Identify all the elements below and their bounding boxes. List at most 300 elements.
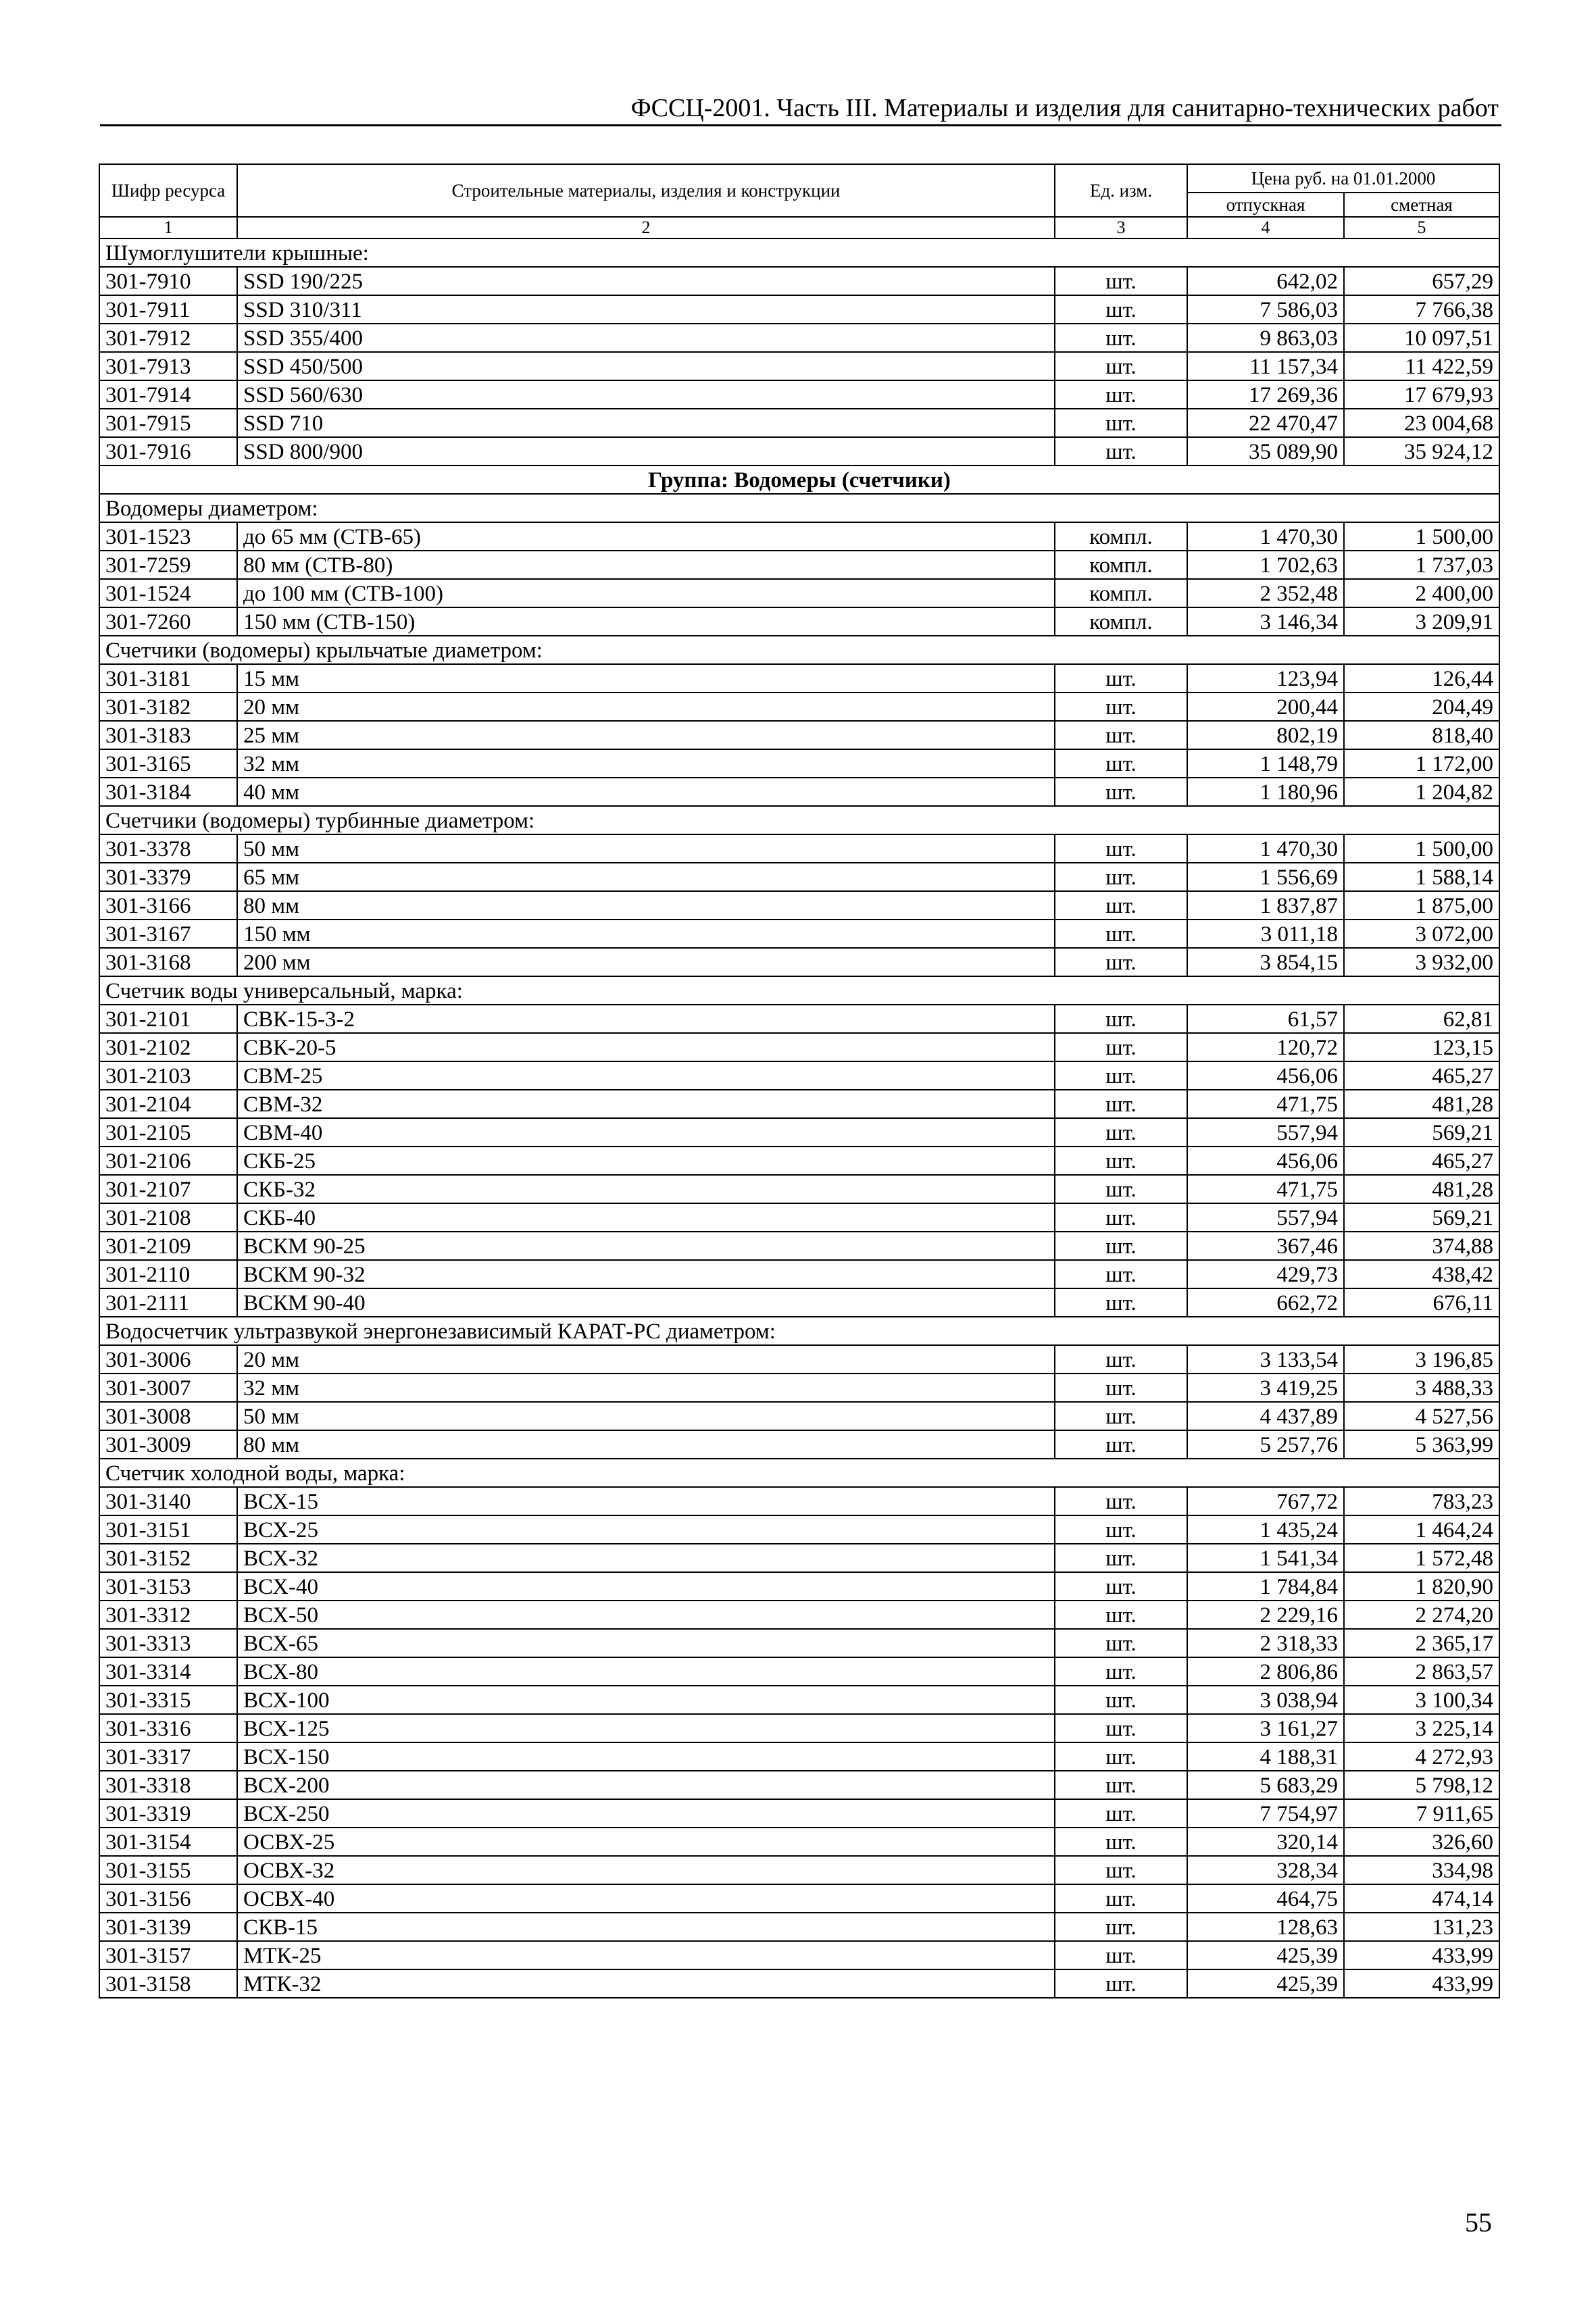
unit-of-measure: шт.	[1055, 1714, 1187, 1742]
estimate-price: 676,11	[1344, 1288, 1499, 1317]
estimate-price: 62,81	[1344, 1005, 1499, 1033]
material-name: 200 мм	[237, 948, 1055, 976]
estimate-price: 465,27	[1344, 1147, 1499, 1175]
release-price: 123,94	[1187, 664, 1344, 693]
resource-code: 301-2102	[99, 1033, 237, 1061]
table-row	[99, 1629, 1499, 1657]
material-name: 25 мм	[237, 721, 1055, 749]
material-name: 20 мм	[237, 693, 1055, 721]
release-price: 3 133,54	[1187, 1345, 1344, 1374]
resource-code: 301-3314	[99, 1657, 237, 1686]
unit-of-measure: компл.	[1055, 579, 1187, 607]
material-name: ВСХ-125	[237, 1714, 1055, 1742]
resource-code: 301-2104	[99, 1090, 237, 1118]
resource-code: 301-3181	[99, 664, 237, 693]
release-price: 2 806,86	[1187, 1657, 1344, 1686]
estimate-price: 3 196,85	[1344, 1345, 1499, 1374]
table-row	[99, 1260, 1499, 1288]
unit-of-measure: шт.	[1055, 1147, 1187, 1175]
estimate-price: 1 588,14	[1344, 863, 1499, 891]
release-price: 557,94	[1187, 1118, 1344, 1147]
unit-of-measure: шт.	[1055, 1856, 1187, 1884]
resource-code: 301-3156	[99, 1884, 237, 1913]
header-name: Строительные материалы, изделия и конструкции	[237, 164, 1055, 217]
unit-of-measure: шт.	[1055, 1374, 1187, 1402]
release-price: 200,44	[1187, 693, 1344, 721]
release-price: 17 269,36	[1187, 380, 1344, 409]
subsection-row	[99, 1459, 1499, 1487]
release-price: 5 257,76	[1187, 1430, 1344, 1459]
price-table	[99, 164, 1500, 1998]
table-row	[99, 1742, 1499, 1771]
material-name: 50 мм	[237, 834, 1055, 863]
release-price: 120,72	[1187, 1033, 1344, 1061]
resource-code: 301-2110	[99, 1260, 237, 1288]
material-name: до 65 мм (СТВ-65)	[237, 522, 1055, 551]
resource-code: 301-3317	[99, 1742, 237, 1771]
table-row	[99, 267, 1499, 295]
material-name: ВСХ-100	[237, 1686, 1055, 1714]
table-row	[99, 1714, 1499, 1742]
release-price: 35 089,90	[1187, 437, 1344, 466]
unit-of-measure: шт.	[1055, 1969, 1187, 1998]
release-price: 471,75	[1187, 1175, 1344, 1203]
resource-code: 301-3007	[99, 1374, 237, 1402]
material-name: SSD 450/500	[237, 352, 1055, 380]
header-col-number: 5	[1344, 217, 1499, 238]
release-price: 2 352,48	[1187, 579, 1344, 607]
subsection-title: Шумоглушители крышные:	[99, 238, 1499, 267]
resource-code: 301-7914	[99, 380, 237, 409]
unit-of-measure: шт.	[1055, 437, 1187, 466]
resource-code: 301-2106	[99, 1147, 237, 1175]
unit-of-measure: шт.	[1055, 1033, 1187, 1061]
header-col-number: 2	[237, 217, 1055, 238]
resource-code: 301-3379	[99, 863, 237, 891]
estimate-price: 569,21	[1344, 1203, 1499, 1232]
unit-of-measure: шт.	[1055, 1203, 1187, 1232]
header-price: Цена руб. на 01.01.2000	[1187, 164, 1499, 193]
estimate-price: 433,99	[1344, 1941, 1499, 1969]
release-price: 3 011,18	[1187, 920, 1344, 948]
resource-code: 301-3316	[99, 1714, 237, 1742]
table-row	[99, 324, 1499, 352]
table-row	[99, 1657, 1499, 1686]
group-row	[99, 466, 1499, 494]
subsection-row	[99, 806, 1499, 834]
table-row	[99, 1374, 1499, 1402]
resource-code: 301-1524	[99, 579, 237, 607]
table-body	[99, 238, 1499, 1998]
resource-code: 301-3140	[99, 1487, 237, 1515]
unit-of-measure: шт.	[1055, 1828, 1187, 1856]
material-name: 32 мм	[237, 1374, 1055, 1402]
resource-code: 301-7911	[99, 295, 237, 324]
estimate-price: 7 766,38	[1344, 295, 1499, 324]
resource-code: 301-7260	[99, 607, 237, 636]
table-row	[99, 1061, 1499, 1090]
release-price: 3 038,94	[1187, 1686, 1344, 1714]
table-row	[99, 1487, 1499, 1515]
unit-of-measure: шт.	[1055, 749, 1187, 778]
table-row	[99, 1175, 1499, 1203]
table-row	[99, 1941, 1499, 1969]
material-name: 80 мм (СТВ-80)	[237, 551, 1055, 579]
resource-code: 301-3006	[99, 1345, 237, 1374]
release-price: 425,39	[1187, 1941, 1344, 1969]
release-price: 1 541,34	[1187, 1544, 1344, 1572]
estimate-price: 7 911,65	[1344, 1799, 1499, 1828]
header-title: ФССЦ-2001. Часть III. Материалы и изделия для санитарно-технических работ	[630, 94, 1499, 122]
table-row	[99, 1884, 1499, 1913]
material-name: ВСХ-250	[237, 1799, 1055, 1828]
release-price: 61,57	[1187, 1005, 1344, 1033]
table-row	[99, 607, 1499, 636]
unit-of-measure: шт.	[1055, 693, 1187, 721]
material-name: SSD 560/630	[237, 380, 1055, 409]
unit-of-measure: шт.	[1055, 1657, 1187, 1686]
resource-code: 301-3167	[99, 920, 237, 948]
estimate-price: 2 400,00	[1344, 579, 1499, 607]
header-estimate: сметная	[1344, 193, 1499, 217]
table-row	[99, 920, 1499, 948]
material-name: ВСКМ 90-32	[237, 1260, 1055, 1288]
estimate-price: 783,23	[1344, 1487, 1499, 1515]
unit-of-measure: шт.	[1055, 1288, 1187, 1317]
unit-of-measure: шт.	[1055, 295, 1187, 324]
material-name: 32 мм	[237, 749, 1055, 778]
resource-code: 301-3313	[99, 1629, 237, 1657]
release-price: 557,94	[1187, 1203, 1344, 1232]
resource-code: 301-3168	[99, 948, 237, 976]
table-row	[99, 1799, 1499, 1828]
table-row	[99, 1345, 1499, 1374]
estimate-price: 818,40	[1344, 721, 1499, 749]
table-row	[99, 1771, 1499, 1799]
header-unit: Ед. изм.	[1055, 164, 1187, 217]
resource-code: 301-3319	[99, 1799, 237, 1828]
release-price: 328,34	[1187, 1856, 1344, 1884]
unit-of-measure: шт.	[1055, 380, 1187, 409]
resource-code: 301-2109	[99, 1232, 237, 1260]
unit-of-measure: шт.	[1055, 1913, 1187, 1941]
release-price: 1 180,96	[1187, 778, 1344, 806]
estimate-price: 374,88	[1344, 1232, 1499, 1260]
material-name: ОСВХ-25	[237, 1828, 1055, 1856]
estimate-price: 2 863,57	[1344, 1657, 1499, 1686]
estimate-price: 4 272,93	[1344, 1742, 1499, 1771]
material-name: СВК-20-5	[237, 1033, 1055, 1061]
subsection-row	[99, 238, 1499, 267]
estimate-price: 5 363,99	[1344, 1430, 1499, 1459]
material-name: СКВ-15	[237, 1913, 1055, 1941]
estimate-price: 1 500,00	[1344, 522, 1499, 551]
release-price: 1 435,24	[1187, 1515, 1344, 1544]
release-price: 662,72	[1187, 1288, 1344, 1317]
material-name: ВСХ-150	[237, 1742, 1055, 1771]
material-name: ОСВХ-32	[237, 1856, 1055, 1884]
resource-code: 301-3153	[99, 1572, 237, 1601]
resource-code: 301-3312	[99, 1601, 237, 1629]
unit-of-measure: компл.	[1055, 522, 1187, 551]
estimate-price: 1 464,24	[1344, 1515, 1499, 1544]
header-code: Шифр ресурса	[99, 164, 237, 217]
material-name: МТК-32	[237, 1969, 1055, 1998]
subsection-title: Счетчик холодной воды, марка:	[99, 1459, 1499, 1487]
estimate-price: 465,27	[1344, 1061, 1499, 1090]
unit-of-measure: компл.	[1055, 607, 1187, 636]
resource-code: 301-7916	[99, 437, 237, 466]
unit-of-measure: шт.	[1055, 1175, 1187, 1203]
resource-code: 301-1523	[99, 522, 237, 551]
estimate-price: 126,44	[1344, 664, 1499, 693]
unit-of-measure: шт.	[1055, 778, 1187, 806]
header-col-number: 4	[1187, 217, 1344, 238]
material-name: ВСХ-25	[237, 1515, 1055, 1544]
table-row	[99, 579, 1499, 607]
material-name: SSD 800/900	[237, 437, 1055, 466]
release-price: 11 157,34	[1187, 352, 1344, 380]
estimate-price: 123,15	[1344, 1033, 1499, 1061]
unit-of-measure: шт.	[1055, 1515, 1187, 1544]
estimate-price: 2 365,17	[1344, 1629, 1499, 1657]
release-price: 7 586,03	[1187, 295, 1344, 324]
unit-of-measure: шт.	[1055, 1884, 1187, 1913]
table-row	[99, 693, 1499, 721]
subsection-title: Водосчетчик ультразвукой энергонезависимый КАРАТ-РС диаметром:	[99, 1317, 1499, 1345]
estimate-price: 3 100,34	[1344, 1686, 1499, 1714]
header-col-number: 3	[1055, 217, 1187, 238]
release-price: 5 683,29	[1187, 1771, 1344, 1799]
resource-code: 301-3165	[99, 749, 237, 778]
material-name: 40 мм	[237, 778, 1055, 806]
material-name: ВСКМ 90-40	[237, 1288, 1055, 1317]
unit-of-measure: шт.	[1055, 352, 1187, 380]
table-row	[99, 834, 1499, 863]
material-name: СКБ-32	[237, 1175, 1055, 1203]
estimate-price: 11 422,59	[1344, 352, 1499, 380]
material-name: SSD 310/311	[237, 295, 1055, 324]
header-col-number: 1	[99, 217, 237, 238]
unit-of-measure: шт.	[1055, 1629, 1187, 1657]
resource-code: 301-7912	[99, 324, 237, 352]
release-price: 767,72	[1187, 1487, 1344, 1515]
subsection-row	[99, 494, 1499, 522]
unit-of-measure: шт.	[1055, 1260, 1187, 1288]
material-name: СВМ-25	[237, 1061, 1055, 1090]
unit-of-measure: шт.	[1055, 1430, 1187, 1459]
estimate-price: 474,14	[1344, 1884, 1499, 1913]
unit-of-measure: шт.	[1055, 1118, 1187, 1147]
release-price: 9 863,03	[1187, 324, 1344, 352]
release-price: 1 556,69	[1187, 863, 1344, 891]
material-name: СКБ-40	[237, 1203, 1055, 1232]
resource-code: 301-3318	[99, 1771, 237, 1799]
unit-of-measure: шт.	[1055, 267, 1187, 295]
release-price: 802,19	[1187, 721, 1344, 749]
table-row	[99, 778, 1499, 806]
material-name: ОСВХ-40	[237, 1884, 1055, 1913]
release-price: 456,06	[1187, 1147, 1344, 1175]
resource-code: 301-3139	[99, 1913, 237, 1941]
resource-code: 301-3158	[99, 1969, 237, 1998]
resource-code: 301-2108	[99, 1203, 237, 1232]
estimate-price: 10 097,51	[1344, 324, 1499, 352]
table-row	[99, 1118, 1499, 1147]
table-row	[99, 749, 1499, 778]
resource-code: 301-3152	[99, 1544, 237, 1572]
resource-code: 301-3157	[99, 1941, 237, 1969]
release-price: 3 146,34	[1187, 607, 1344, 636]
unit-of-measure: шт.	[1055, 409, 1187, 437]
table-row	[99, 1572, 1499, 1601]
table-row	[99, 522, 1499, 551]
material-name: 150 мм (СТВ-150)	[237, 607, 1055, 636]
resource-code: 301-2101	[99, 1005, 237, 1033]
estimate-price: 23 004,68	[1344, 409, 1499, 437]
table-row	[99, 863, 1499, 891]
resource-code: 301-3009	[99, 1430, 237, 1459]
resource-code: 301-3154	[99, 1828, 237, 1856]
material-name: 15 мм	[237, 664, 1055, 693]
table-row	[99, 1402, 1499, 1430]
unit-of-measure: компл.	[1055, 551, 1187, 579]
estimate-price: 4 527,56	[1344, 1402, 1499, 1430]
unit-of-measure: шт.	[1055, 834, 1187, 863]
unit-of-measure: шт.	[1055, 1345, 1187, 1374]
material-name: ВСХ-40	[237, 1572, 1055, 1601]
resource-code: 301-2103	[99, 1061, 237, 1090]
table-row	[99, 1913, 1499, 1941]
estimate-price: 481,28	[1344, 1090, 1499, 1118]
estimate-price: 17 679,93	[1344, 380, 1499, 409]
table-row	[99, 1856, 1499, 1884]
material-name: МТК-25	[237, 1941, 1055, 1969]
release-price: 642,02	[1187, 267, 1344, 295]
unit-of-measure: шт.	[1055, 1572, 1187, 1601]
material-name: 80 мм	[237, 891, 1055, 920]
estimate-price: 3 932,00	[1344, 948, 1499, 976]
estimate-price: 204,49	[1344, 693, 1499, 721]
table-row	[99, 1232, 1499, 1260]
table-row	[99, 1288, 1499, 1317]
table-row	[99, 409, 1499, 437]
material-name: 50 мм	[237, 1402, 1055, 1430]
subsection-row	[99, 636, 1499, 664]
table-row	[99, 1203, 1499, 1232]
resource-code: 301-7910	[99, 267, 237, 295]
estimate-price: 3 225,14	[1344, 1714, 1499, 1742]
release-price: 4 437,89	[1187, 1402, 1344, 1430]
material-name: SSD 355/400	[237, 324, 1055, 352]
subsection-row	[99, 976, 1499, 1005]
estimate-price: 1 572,48	[1344, 1544, 1499, 1572]
resource-code: 301-2107	[99, 1175, 237, 1203]
estimate-price: 131,23	[1344, 1913, 1499, 1941]
table-row	[99, 1828, 1499, 1856]
table-row	[99, 352, 1499, 380]
material-name: SSD 190/225	[237, 267, 1055, 295]
table-row	[99, 380, 1499, 409]
subsection-title: Счетчики (водомеры) турбинные диаметром:	[99, 806, 1499, 834]
unit-of-measure: шт.	[1055, 1686, 1187, 1714]
unit-of-measure: шт.	[1055, 1090, 1187, 1118]
group-title: Группа: Водомеры (счетчики)	[99, 466, 1499, 494]
unit-of-measure: шт.	[1055, 920, 1187, 948]
estimate-price: 3 488,33	[1344, 1374, 1499, 1402]
release-price: 1 837,87	[1187, 891, 1344, 920]
resource-code: 301-3315	[99, 1686, 237, 1714]
resource-code: 301-3151	[99, 1515, 237, 1544]
resource-code: 301-2105	[99, 1118, 237, 1147]
release-price: 456,06	[1187, 1061, 1344, 1090]
estimate-price: 1 204,82	[1344, 778, 1499, 806]
material-name: 150 мм	[237, 920, 1055, 948]
unit-of-measure: шт.	[1055, 1232, 1187, 1260]
material-name: ВСХ-200	[237, 1771, 1055, 1799]
estimate-price: 569,21	[1344, 1118, 1499, 1147]
estimate-price: 1 172,00	[1344, 749, 1499, 778]
release-price: 367,46	[1187, 1232, 1344, 1260]
release-price: 429,73	[1187, 1260, 1344, 1288]
release-price: 3 161,27	[1187, 1714, 1344, 1742]
material-name: СКБ-25	[237, 1147, 1055, 1175]
unit-of-measure: шт.	[1055, 1005, 1187, 1033]
release-price: 7 754,97	[1187, 1799, 1344, 1828]
resource-code: 301-3182	[99, 693, 237, 721]
material-name: до 100 мм (СТВ-100)	[237, 579, 1055, 607]
estimate-price: 334,98	[1344, 1856, 1499, 1884]
table-row	[99, 1033, 1499, 1061]
resource-code: 301-7259	[99, 551, 237, 579]
unit-of-measure: шт.	[1055, 948, 1187, 976]
estimate-price: 438,42	[1344, 1260, 1499, 1288]
unit-of-measure: шт.	[1055, 324, 1187, 352]
estimate-price: 35 924,12	[1344, 437, 1499, 466]
unit-of-measure: шт.	[1055, 1544, 1187, 1572]
release-price: 471,75	[1187, 1090, 1344, 1118]
estimate-price: 5 798,12	[1344, 1771, 1499, 1799]
estimate-price: 1 500,00	[1344, 834, 1499, 863]
estimate-price: 657,29	[1344, 267, 1499, 295]
table-row	[99, 891, 1499, 920]
resource-code: 301-3184	[99, 778, 237, 806]
resource-code: 301-3378	[99, 834, 237, 863]
table-row	[99, 1544, 1499, 1572]
material-name: SSD 710	[237, 409, 1055, 437]
release-price: 22 470,47	[1187, 409, 1344, 437]
material-name: ВСХ-65	[237, 1629, 1055, 1657]
table-row	[99, 1515, 1499, 1544]
release-price: 464,75	[1187, 1884, 1344, 1913]
table-row	[99, 1686, 1499, 1714]
release-price: 2 318,33	[1187, 1629, 1344, 1657]
resource-code: 301-3155	[99, 1856, 237, 1884]
page-header	[100, 89, 1501, 126]
subsection-title: Водомеры диаметром:	[99, 494, 1499, 522]
unit-of-measure: шт.	[1055, 863, 1187, 891]
material-name: СВМ-40	[237, 1118, 1055, 1147]
material-name: 20 мм	[237, 1345, 1055, 1374]
table-row	[99, 1090, 1499, 1118]
estimate-price: 1 737,03	[1344, 551, 1499, 579]
material-name: ВСХ-32	[237, 1544, 1055, 1572]
subsection-title: Счетчики (водомеры) крыльчатые диаметром:	[99, 636, 1499, 664]
unit-of-measure: шт.	[1055, 891, 1187, 920]
estimate-price: 3 209,91	[1344, 607, 1499, 636]
resource-code: 301-7913	[99, 352, 237, 380]
unit-of-measure: шт.	[1055, 664, 1187, 693]
